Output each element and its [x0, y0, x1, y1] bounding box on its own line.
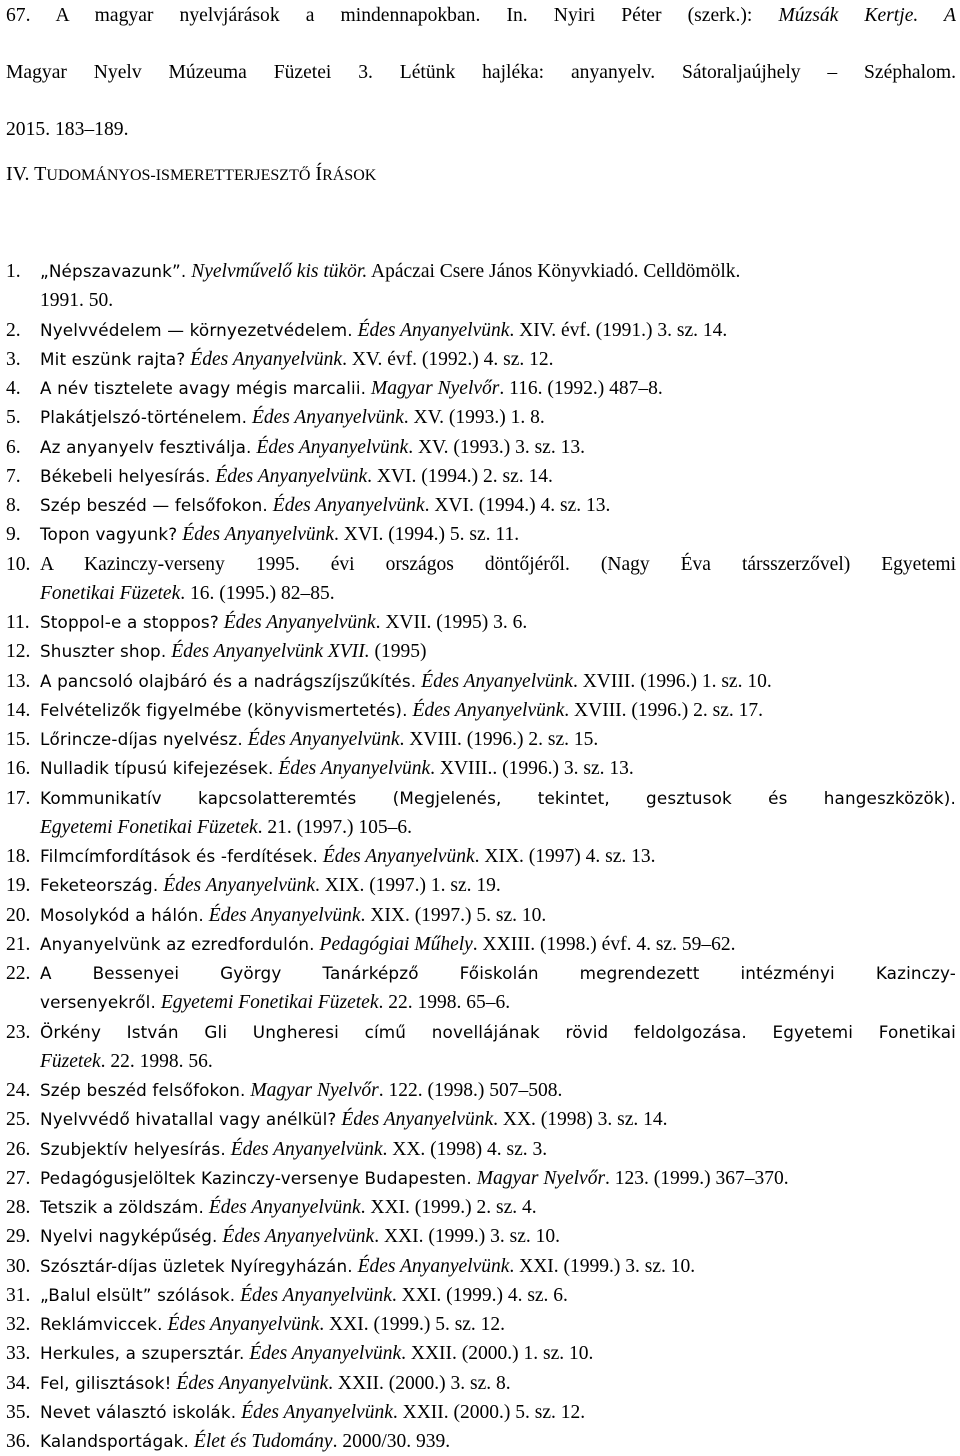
entry-details: . XIX. (1997.) 5. sz. 10.: [360, 904, 547, 926]
list-item: 28. Tetszik a zöldszám. Édes Anyanyelvünk. XXI. (1999.) 2. sz. 4.: [6, 1197, 537, 1218]
entry-title: Stoppol-e a stoppos?: [40, 612, 219, 632]
entry-details: . XXI. (1999.) 3. sz. 10.: [374, 1226, 560, 1248]
previous-entry-67: [6, 2, 956, 144]
journal-title: Édes Anyanyelvünk: [215, 465, 368, 487]
entry-details: . XXII. (2000.) 3. sz. 8.: [328, 1372, 511, 1394]
list-item: 2. Nyelvvédelem — környezetvédelem. Édes Anyanyelvünk. XIV. évf. (1991.) 3. sz. 14.: [6, 319, 728, 341]
journal-title: Pedagógiai Műhely: [319, 933, 473, 955]
entry-title: Nyelvvédő hivatallal vagy anélkül?: [40, 1109, 337, 1130]
bibliography-list: [6, 257, 956, 1456]
entry-details: . XIV. évf. (1991.) 3. sz. 14.: [509, 319, 728, 341]
entry-title: A név tisztelete avagy mégis marcalii.: [40, 378, 367, 398]
journal-title: Édes Anyanyelvünk: [322, 846, 475, 867]
entry-details: . XX. (1998) 3. sz. 14.: [493, 1109, 668, 1131]
list-item: 24. Szép beszéd felsőfokon. Magyar Nyelvőr. 122. (1998.) 507–508.: [6, 1080, 563, 1101]
journal-title: Édes Anyanyelvünk: [163, 875, 316, 897]
prev-entry-line-1: [6, 2, 956, 59]
list-item: 25. Nyelvvédő hivatallal vagy anélkül? Édes Anyanyelvünk. XX. (1998) 3. sz. 14.: [6, 1109, 668, 1131]
list-item: 7. Békebeli helyesírás. Édes Anyanyelvünk. XVI. (1994.) 2. sz. 14.: [6, 465, 553, 487]
journal-title: Magyar Nyelvőr: [476, 1167, 606, 1189]
journal-title: Édes Anyanyelvünk: [176, 1372, 329, 1394]
journal-title: Édes Anyanyelvünk: [247, 729, 400, 750]
entry-details: . XVI. (1994.) 5. sz. 11.: [334, 524, 520, 546]
journal-title: Édes Anyanyelvünk: [341, 1109, 494, 1131]
list-item: 23. Örkény István Gli Ungheresi című novellájának rövid feldolgozása. Egyetemi Fonetikai Füzetek. 22. 1998. 56.: [6, 1021, 956, 1072]
entry-details: . 123. (1999.) 367–370.: [605, 1167, 789, 1189]
entry-title: Topon vagyunk?: [40, 524, 178, 545]
entry-title: Shuszter shop.: [40, 641, 167, 662]
list-item: 29. Nyelvi nagyképűség. Édes Anyanyelvünk. XXI. (1999.) 3. sz. 10.: [6, 1226, 560, 1248]
list-item: 34. Fel, gilisztások! Édes Anyanyelvünk. XXII. (2000.) 3. sz. 8.: [6, 1372, 511, 1394]
entry-details: . XVIII. (1996.) 2. sz. 17.: [564, 699, 764, 721]
list-item: 26. Szubjektív helyesírás. Édes Anyanyelvünk. XX. (1998) 4. sz. 3.: [6, 1138, 548, 1160]
list-item: 12. Shuszter shop. Édes Anyanyelvünk XVII. (1995): [6, 641, 427, 663]
entry-details: . XV. évf. (1992.) 4. sz. 12.: [342, 348, 554, 370]
entry-title: Az anyanyelv fesztiválja.: [40, 436, 252, 457]
journal-title: Édes Anyanyelvünk: [182, 524, 335, 546]
list-item: 11. Stoppol-e a stoppos? Édes Anyanyelvünk. XVII. (1995) 3. 6.: [6, 612, 528, 633]
list-item: 19. Feketeország. Édes Anyanyelvünk. XIX. (1997.) 1. sz. 19.: [6, 875, 501, 897]
entry-details: . 22. 1998. 65–6.: [378, 992, 511, 1014]
entry-details: . XXII. (2000.) 1. sz. 10.: [401, 1343, 594, 1365]
journal-title: Édes Anyanyelvünk: [223, 612, 376, 633]
journal-title: Édes Anyanyelvünk: [240, 1284, 392, 1306]
journal-title: Nyelvművelő kis tükör.: [191, 261, 368, 282]
journal-title: Magyar Nyelvőr: [371, 378, 500, 399]
entry-title: Anyanyelvünk az ezredfordulón.: [40, 933, 315, 954]
list-item: 32. Reklámviccek. Édes Anyanyelvünk. XXI. (1999.) 5. sz. 12.: [6, 1314, 506, 1335]
entry-title: Filmcímfordítások és -ferdítések.: [40, 846, 318, 866]
entry-details: . XX. (1998) 4. sz. 3.: [382, 1138, 548, 1160]
entry-details: . XXI. (1999.) 4. sz. 6.: [391, 1284, 568, 1306]
entry-details: . 2000/30. 939.: [332, 1431, 451, 1452]
list-item: 3. Mit eszünk rajta? Édes Anyanyelvünk. XV. évf. (1992.) 4. sz. 12.: [6, 348, 554, 370]
entry-title: Szép beszéd felsőfokon.: [40, 1080, 246, 1100]
list-item: 9. Topon vagyunk? Édes Anyanyelvünk. XVI. (1994.) 5. sz. 11.: [6, 524, 520, 546]
journal-title: Édes Anyanyelvünk: [421, 670, 573, 692]
entry-title: Plakátjelszó-történelem.: [40, 407, 248, 428]
entry-title: Herkules, a szupersztár.: [40, 1343, 245, 1364]
list-item: 4. A név tisztelete avagy mégis marcalii. Magyar Nyelvőr. 116. (1992.) 487–8.: [6, 378, 663, 399]
list-item: 36. Kalandsportágak. Élet és Tudomány. 2000/30. 939.: [6, 1431, 451, 1452]
prev-entry-line-2: Magyar Nyelv Múzeuma Füzetei 3. Létünk hajléka: anyanyelv. Sátoraljaújhely – Széphalom.: [6, 61, 956, 83]
entry-details: . XVIII. (1996.) 1. sz. 10.: [572, 670, 772, 692]
journal-title: Édes Anyanyelvünk: [222, 1226, 375, 1248]
entry-details: Apáczai Csere János Könyvkiadó. Celldömölk.: [367, 261, 741, 282]
journal-title: Édes Anyanyelvünk: [278, 758, 431, 780]
source-title: Múzsák Kertje. A: [778, 5, 956, 26]
entry-title: Nyelvi nagyképűség.: [40, 1226, 218, 1247]
entry-details: . 21. (1997.) 105–6.: [257, 816, 413, 838]
journal-title: Egyetemi Fonetikai Füzetek: [40, 816, 258, 838]
list-item: 31. „Balul elsült” szólások. Édes Anyanyelvünk. XXI. (1999.) 4. sz. 6.: [6, 1284, 568, 1306]
entry-title: Szép beszéd — felsőfokon.: [40, 495, 268, 515]
journal-title: Édes Anyanyelvünk: [208, 1197, 361, 1218]
entry-details: . XIX. (1997) 4. sz. 13.: [474, 846, 656, 867]
entry-details: . XVI. (1994.) 4. sz. 13.: [424, 495, 611, 516]
journal-title: Magyar Nyelvőr: [250, 1080, 379, 1101]
journal-title: Édes Anyanyelvünk: [357, 1255, 510, 1277]
entry-details: . XV. (1993.) 1. 8.: [403, 407, 545, 429]
entry-title: Felvételizők figyelmébe (könyvismertetés).: [40, 699, 408, 720]
section-heading: IV. TUDOMÁNYOS-ISMERETTERJESZTŐ ÍRÁSOK: [6, 163, 377, 185]
entry-number: 67.: [6, 5, 31, 26]
entry-details: . XXI. (1999.) 5. sz. 12.: [319, 1314, 506, 1335]
entry-details: . 116. (1992.) 487–8.: [499, 378, 663, 399]
entry-title: Kalandsportágak.: [40, 1431, 190, 1451]
journal-title: Édes Anyanyelvünk: [190, 348, 343, 370]
entry-details: . XVIII.. (1996.) 3. sz. 13.: [430, 758, 634, 780]
entry-details: . 16. (1995.) 82–85.: [180, 582, 335, 604]
section-numeral: IV.: [6, 163, 30, 185]
journal-title: Édes Anyanyelvünk: [256, 436, 409, 458]
list-item: 13. A pancsoló olajbáró és a nadrágszíjszűkítés. Édes Anyanyelvünk. XVIII. (1996.) 1. sz. 10.: [6, 670, 772, 692]
journal-title: Édes Anyanyelvünk: [241, 1401, 393, 1423]
entry-details: . XV. (1993.) 3. sz. 13.: [408, 436, 585, 458]
list-item: 27. Pedagógusjelöltek Kazinczy-versenye Budapesten. Magyar Nyelvőr. 123. (1999.) 367–370.: [6, 1167, 789, 1189]
entry-title: A pancsoló olajbáró és a nadrágszíjszűkítés.: [40, 670, 417, 691]
journal-title: Egyetemi Fonetikai Füzetek: [160, 992, 379, 1014]
journal-title: Édes Anyanyelvünk: [249, 1343, 402, 1365]
entry-details: . XXI. (1999.) 3. sz. 10.: [509, 1255, 696, 1277]
list-item: 8. Szép beszéd — felsőfokon. Édes Anyanyelvünk. XVI. (1994.) 4. sz. 13.: [6, 495, 611, 516]
entry-details: . 22. 1998. 56.: [100, 1050, 213, 1072]
entry-details: . 122. (1998.) 507–508.: [378, 1080, 563, 1101]
entry-title: Mit eszünk rajta?: [40, 348, 186, 369]
entry-title: Nulladik típusú kifejezések.: [40, 758, 274, 779]
list-item: 30. Szósztár-díjas üzletek Nyíregyházán. Édes Anyanyelvünk. XXI. (1999.) 3. sz. 10.: [6, 1255, 696, 1277]
entry-title: „Népszavazunk”.: [40, 261, 187, 281]
entry-details: . XVI. (1994.) 2. sz. 14.: [367, 465, 553, 487]
entry-title: Nyelvvédelem — környezetvédelem.: [40, 319, 353, 340]
journal-title: Édes Anyanyelvünk: [412, 699, 565, 721]
journal-title: Élet és Tudomány: [193, 1431, 333, 1452]
entry-title: Fel, gilisztások!: [40, 1372, 172, 1393]
journal-title: Édes Anyanyelvünk: [272, 495, 425, 516]
entry-title: A Bessenyei György Tanárképző Főiskolán megrendezett intézményi Kazinczy-: [40, 963, 956, 983]
entry-title: A Kazinczy-verseny 1995. évi országos döntőjéről. (Nagy Éva társszerzővel) Egyetemi: [40, 553, 956, 575]
entry-title: Örkény István Gli Ungheresi című novellájának rövid feldolgozása. Egyetemi Fonetikai: [40, 1021, 956, 1042]
journal-title: Édes Anyanyelvünk: [208, 904, 361, 926]
journal-title: Fonetikai Füzetek: [40, 582, 181, 604]
journal-title: Édes Anyanyelvünk: [230, 1138, 383, 1160]
journal-title: Édes Anyanyelvünk: [167, 1314, 320, 1335]
list-item: 20. Mosolykód a hálón. Édes Anyanyelvünk. XIX. (1997.) 5. sz. 10.: [6, 904, 547, 926]
list-item: 5. Plakátjelszó-történelem. Édes Anyanyelvünk. XV. (1993.) 1. 8.: [6, 407, 545, 429]
prev-entry-line-3: 2015. 183–189.: [6, 118, 129, 140]
list-item: 35. Nevet választó iskolák. Édes Anyanyelvünk. XXII. (2000.) 5. sz. 12.: [6, 1401, 586, 1423]
entry-title: Kommunikatív kapcsolatteremtés (Megjelenés, tekintet, gesztusok és hangeszközök).: [40, 787, 956, 808]
list-item: 17. Kommunikatív kapcsolatteremtés (Megjelenés, tekintet, gesztusok és hangeszközök). Egyetemi Fonetikai Füzetek. 21. (1997.) 105–6.: [6, 787, 956, 838]
entry-details: . XIX. (1997.) 1. sz. 19.: [315, 875, 501, 897]
list-item: 10. A Kazinczy-verseny 1995. évi országos döntőjéről. (Nagy Éva társszerzővel) Egyetemi Fonetikai Füzetek. 16. (1995.) 82–85.: [6, 553, 956, 604]
entry-details: . XXIII. (1998.) évf. 4. sz. 59–62.: [472, 933, 736, 955]
entry-details: . XXI. (1999.) 2. sz. 4.: [360, 1197, 537, 1218]
list-item: 21. Anyanyelvünk az ezredfordulón. Pedagógiai Műhely. XXIII. (1998.) évf. 4. sz. 59–62.: [6, 933, 736, 955]
journal-title: Édes Anyanyelvünk: [251, 407, 404, 429]
entry-title: „Balul elsült” szólások.: [40, 1284, 236, 1305]
entry-title: Békebeli helyesírás.: [40, 465, 211, 486]
journal-title: Édes Anyanyelvünk: [357, 319, 510, 341]
list-item: 14. Felvételizők figyelmébe (könyvismertetés). Édes Anyanyelvünk. XVIII. (1996.) 2. sz. 17.: [6, 699, 764, 721]
entry-details: . XVIII. (1996.) 2. sz. 15.: [399, 729, 599, 750]
list-item: 15. Lőrincze-díjas nyelvész. Édes Anyanyelvünk. XVIII. (1996.) 2. sz. 15.: [6, 729, 599, 750]
entry-title: Lőrincze-díjas nyelvész.: [40, 729, 243, 749]
list-item: 1. „Népszavazunk”. Nyelvművelő kis tükör. Apáczai Csere János Könyvkiadó. Celldömölk. 1991. 50.: [6, 257, 956, 316]
entry-title: A magyar nyelvjárások a mindennapokban. In. Nyiri Péter (szerk.):: [55, 5, 753, 26]
entry-details: (1995): [369, 641, 427, 663]
entry-details: . XVII. (1995) 3. 6.: [375, 612, 528, 633]
list-item: 16. Nulladik típusú kifejezések. Édes Anyanyelvünk. XVIII.. (1996.) 3. sz. 13.: [6, 758, 634, 780]
entry-continuation: 1991. 50.: [40, 290, 114, 312]
entry-title: Szubjektív helyesírás.: [40, 1138, 226, 1159]
list-item: 33. Herkules, a szupersztár. Édes Anyanyelvünk. XXII. (2000.) 1. sz. 10.: [6, 1343, 594, 1365]
entry-title: Reklámviccek.: [40, 1314, 163, 1334]
entry-title: Pedagógusjelöltek Kazinczy-versenye Budapesten.: [40, 1167, 472, 1188]
entry-title: Feketeország.: [40, 875, 159, 896]
list-item: 18. Filmcímfordítások és -ferdítések. Édes Anyanyelvünk. XIX. (1997) 4. sz. 13.: [6, 846, 656, 867]
entry-title: Tetszik a zöldszám.: [40, 1197, 204, 1217]
entry-title-continued: versenyekről.: [40, 992, 156, 1013]
journal-title: Füzetek: [40, 1050, 101, 1072]
list-item: 22. A Bessenyei György Tanárképző Főiskolán megrendezett intézményi Kazinczy- versenyekről. Egyetemi Fonetikai Füzetek. 22. 1998. 65–6.: [6, 963, 956, 1014]
entry-details: . XXII. (2000.) 5. sz. 12.: [392, 1401, 586, 1423]
entry-title: Szósztár-díjas üzletek Nyíregyházán.: [40, 1255, 353, 1276]
entry-title: Nevet választó iskolák.: [40, 1401, 237, 1422]
list-item: 6. Az anyanyelv fesztiválja. Édes Anyanyelvünk. XV. (1993.) 3. sz. 13.: [6, 436, 585, 458]
journal-title: Édes Anyanyelvünk XVII.: [171, 641, 370, 663]
entry-title: Mosolykód a hálón.: [40, 904, 204, 925]
